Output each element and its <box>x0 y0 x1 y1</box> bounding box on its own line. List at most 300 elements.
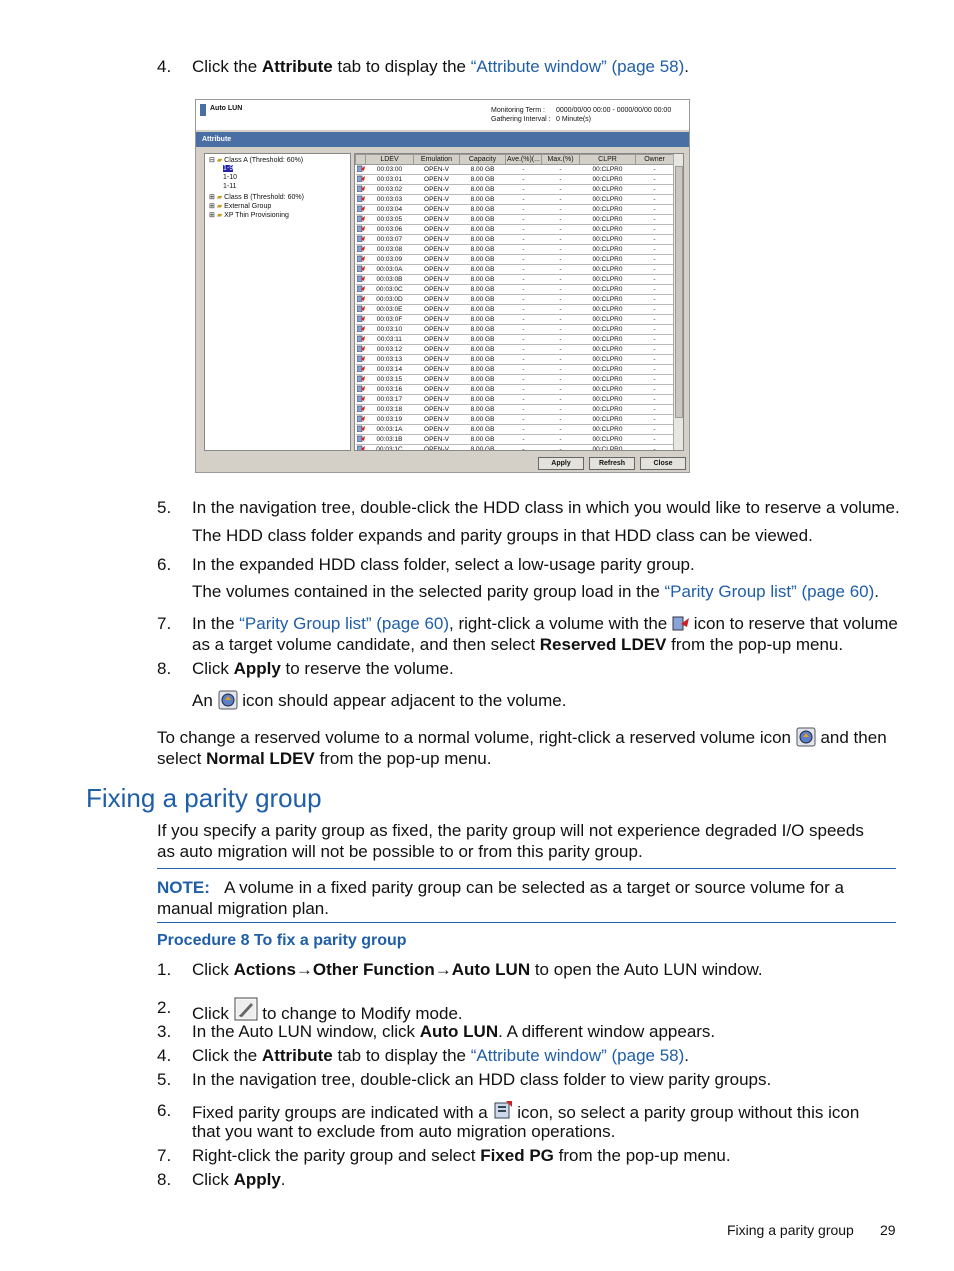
volume-icon <box>356 275 366 285</box>
owner-cell: - <box>636 255 674 265</box>
table-row[interactable] <box>356 175 674 185</box>
refresh-button[interactable]: Refresh <box>589 457 635 470</box>
emulation-cell: OPEN-V <box>414 235 460 245</box>
clpr-cell: 00:CLPR0 <box>580 205 636 215</box>
clpr-cell: 00:CLPR0 <box>580 435 636 445</box>
volume-icon <box>356 285 366 295</box>
gathering-label: Gathering Interval : <box>491 116 551 123</box>
max-cell: - <box>542 335 580 345</box>
note-bottom-rule <box>157 922 896 923</box>
ave-cell: - <box>506 215 542 225</box>
capacity-cell: 8.00 GB <box>460 185 506 195</box>
column-header[interactable]: Emulation <box>414 155 460 165</box>
capacity-cell: 8.00 GB <box>460 305 506 315</box>
clpr-cell: 00:CLPR0 <box>580 175 636 185</box>
clpr-cell: 00:CLPR0 <box>580 265 636 275</box>
max-cell: - <box>542 315 580 325</box>
clpr-cell: 00:CLPR0 <box>580 195 636 205</box>
clpr-cell: 00:CLPR0 <box>580 395 636 405</box>
emulation-cell: OPEN-V <box>414 335 460 345</box>
ave-cell: - <box>506 395 542 405</box>
reserved-volume-icon <box>796 727 816 747</box>
clpr-cell: 00:CLPR0 <box>580 215 636 225</box>
ldev-cell: 00:03:07 <box>366 235 414 245</box>
ldev-cell: 00:03:08 <box>366 245 414 255</box>
ave-cell: - <box>506 325 542 335</box>
monitoring-term-value: 0000/00/00 00:00 - 0000/00/00 00:00 <box>556 107 672 114</box>
emulation-cell: OPEN-V <box>414 425 460 435</box>
max-cell: - <box>542 175 580 185</box>
ldev-cell: 00:03:02 <box>366 185 414 195</box>
table-row[interactable] <box>356 305 674 315</box>
capacity-cell: 8.00 GB <box>460 325 506 335</box>
table-row[interactable] <box>356 445 674 452</box>
clpr-cell: 00:CLPR0 <box>580 305 636 315</box>
table-row[interactable] <box>356 435 674 445</box>
max-cell: - <box>542 265 580 275</box>
volume-icon <box>356 365 366 375</box>
emulation-cell: OPEN-V <box>414 255 460 265</box>
table-row[interactable] <box>356 425 674 435</box>
intro-line1: If you specify a parity group as fixed, the parity group will not experience degraded I/O speeds <box>157 821 864 840</box>
tree-item-external[interactable]: ⊞ ▰ External Group <box>209 203 272 210</box>
column-header[interactable]: Owner <box>636 155 674 165</box>
ldev-cell: 00:03:0E <box>366 305 414 315</box>
owner-cell: - <box>636 365 674 375</box>
clpr-cell: 00:CLPR0 <box>580 285 636 295</box>
table-row[interactable] <box>356 215 674 225</box>
ave-cell: - <box>506 365 542 375</box>
emulation-cell: OPEN-V <box>414 305 460 315</box>
clpr-cell: 00:CLPR0 <box>580 335 636 345</box>
emulation-cell: OPEN-V <box>414 415 460 425</box>
ave-cell: - <box>506 445 542 452</box>
capacity-cell: 8.00 GB <box>460 405 506 415</box>
clpr-cell: 00:CLPR0 <box>580 235 636 245</box>
clpr-cell: 00:CLPR0 <box>580 325 636 335</box>
max-cell: - <box>542 365 580 375</box>
owner-cell: - <box>636 435 674 445</box>
step-number: 5. <box>157 498 172 517</box>
column-header[interactable]: LDEV <box>366 155 414 165</box>
volume-icon <box>356 425 366 435</box>
owner-cell: - <box>636 355 674 365</box>
owner-cell: - <box>636 225 674 235</box>
table-row[interactable] <box>356 255 674 265</box>
tree-item-thin-provisioning[interactable]: ⊞ ▰ XP Thin Provisioning <box>209 212 289 219</box>
column-header[interactable]: CLPR <box>580 155 636 165</box>
ldev-cell: 00:03:0F <box>366 315 414 325</box>
owner-cell: - <box>636 445 674 452</box>
max-cell: - <box>542 245 580 255</box>
capacity-cell: 8.00 GB <box>460 315 506 325</box>
step-subtext: The HDD class folder expands and parity groups in that HDD class can be viewed. <box>192 526 813 545</box>
volume-icon <box>356 235 366 245</box>
table-row[interactable] <box>356 275 674 285</box>
step-number: 8. <box>157 659 172 678</box>
ave-cell: - <box>506 385 542 395</box>
owner-cell: - <box>636 415 674 425</box>
ldev-cell: 00:03:18 <box>366 405 414 415</box>
owner-cell: - <box>636 405 674 415</box>
step-number: 6. <box>157 555 172 574</box>
ldev-cell: 00:03:1A <box>366 425 414 435</box>
scroll-thumb[interactable] <box>675 166 683 418</box>
ldev-cell: 00:03:05 <box>366 215 414 225</box>
volume-icon <box>356 395 366 405</box>
tree-item-class-b[interactable]: ⊞ ▰ Class B (Threshold: 60%) <box>209 194 304 201</box>
capacity-cell: 8.00 GB <box>460 415 506 425</box>
ldev-cell: 00:03:0D <box>366 295 414 305</box>
owner-cell: - <box>636 275 674 285</box>
owner-cell: - <box>636 295 674 305</box>
attribute-window-link[interactable]: “Attribute window” (page 58) <box>470 57 685 76</box>
ave-cell: - <box>506 425 542 435</box>
max-cell: - <box>542 355 580 365</box>
ldev-cell: 00:03:00 <box>366 165 414 175</box>
clpr-cell: 00:CLPR0 <box>580 275 636 285</box>
emulation-cell: OPEN-V <box>414 185 460 195</box>
parity-group-list-link[interactable]: “Parity Group list” (page 60) <box>664 582 875 601</box>
emulation-cell: OPEN-V <box>414 445 460 452</box>
owner-cell: - <box>636 175 674 185</box>
max-cell: - <box>542 215 580 225</box>
close-button[interactable]: Close <box>640 457 686 470</box>
fixed-parity-group-icon <box>493 1100 513 1120</box>
ave-cell: - <box>506 375 542 385</box>
owner-cell: - <box>636 345 674 355</box>
capacity-cell: 8.00 GB <box>460 365 506 375</box>
max-cell: - <box>542 375 580 385</box>
capacity-cell: 8.00 GB <box>460 165 506 175</box>
note-line2: manual migration plan. <box>157 899 329 918</box>
emulation-cell: OPEN-V <box>414 205 460 215</box>
emulation-cell: OPEN-V <box>414 245 460 255</box>
ave-cell: - <box>506 295 542 305</box>
volume-icon <box>356 185 366 195</box>
ldev-cell: 00:03:14 <box>366 365 414 375</box>
clpr-cell: 00:CLPR0 <box>580 415 636 425</box>
volume-icon <box>356 445 366 452</box>
max-cell: - <box>542 295 580 305</box>
capacity-cell: 8.00 GB <box>460 345 506 355</box>
owner-cell: - <box>636 425 674 435</box>
owner-cell: - <box>636 245 674 255</box>
emulation-cell: OPEN-V <box>414 215 460 225</box>
ave-cell: - <box>506 265 542 275</box>
auto-lun-screenshot <box>195 99 690 473</box>
capacity-cell: 8.00 GB <box>460 215 506 225</box>
intro-line2: as auto migration will not be possible to or from this parity group. <box>157 842 643 861</box>
owner-cell: - <box>636 165 674 175</box>
clpr-cell: 00:CLPR0 <box>580 445 636 452</box>
capacity-cell: 8.00 GB <box>460 195 506 205</box>
ldev-cell: 00:03:15 <box>366 375 414 385</box>
volume-icon <box>356 215 366 225</box>
ave-cell: - <box>506 405 542 415</box>
max-cell: - <box>542 445 580 452</box>
header-marker <box>200 104 206 116</box>
volume-icon <box>356 175 366 185</box>
owner-cell: - <box>636 385 674 395</box>
step-number: 2. <box>157 998 172 1017</box>
step-text: Click Apply to reserve the volume. <box>192 659 454 678</box>
footer-label: Fixing a parity group <box>727 1222 854 1238</box>
ldev-cell: 00:03:03 <box>366 195 414 205</box>
max-cell: - <box>542 255 580 265</box>
ldev-cell: 00:03:0A <box>366 265 414 275</box>
note-top-rule <box>157 868 896 869</box>
apply-button[interactable]: Apply <box>538 457 584 470</box>
emulation-cell: OPEN-V <box>414 355 460 365</box>
table-row[interactable] <box>356 195 674 205</box>
max-cell: - <box>542 435 580 445</box>
ave-cell: - <box>506 195 542 205</box>
volume-icon <box>356 195 366 205</box>
step-number: 4. <box>157 1046 172 1065</box>
step-subtext: The volumes contained in the selected parity group load in the “Parity Group list” (page 60). <box>192 582 879 601</box>
tree-item-1-9[interactable]: 1-9 <box>223 165 234 172</box>
step-text: Click the Attribute tab to display the “Attribute window” (page 58). <box>192 1046 690 1065</box>
volume-icon <box>356 355 366 365</box>
owner-cell: - <box>636 185 674 195</box>
ave-cell: - <box>506 185 542 195</box>
owner-cell: - <box>636 395 674 405</box>
clpr-cell: 00:CLPR0 <box>580 405 636 415</box>
volume-icon <box>356 385 366 395</box>
volume-icon <box>356 345 366 355</box>
capacity-cell: 8.00 GB <box>460 225 506 235</box>
step-number: 7. <box>157 1146 172 1165</box>
volume-icon <box>356 435 366 445</box>
volume-icon <box>356 245 366 255</box>
step-text: In the expanded HDD class folder, select a low-usage parity group. <box>192 555 695 574</box>
clpr-cell: 00:CLPR0 <box>580 255 636 265</box>
capacity-cell: 8.00 GB <box>460 275 506 285</box>
emulation-cell: OPEN-V <box>414 315 460 325</box>
volume-icon <box>356 325 366 335</box>
emulation-cell: OPEN-V <box>414 405 460 415</box>
emulation-cell: OPEN-V <box>414 285 460 295</box>
table-row[interactable] <box>356 355 674 365</box>
max-cell: - <box>542 275 580 285</box>
max-cell: - <box>542 205 580 215</box>
ldev-cell: 00:03:11 <box>366 335 414 345</box>
step-text-line2: as a target volume candidate, and then select Reserved LDEV from the pop-up menu. <box>192 635 844 654</box>
clpr-cell: 00:CLPR0 <box>580 225 636 235</box>
monitoring-term-label: Monitoring Term : <box>491 107 545 114</box>
emulation-cell: OPEN-V <box>414 395 460 405</box>
table-row[interactable] <box>356 185 674 195</box>
step-text: Fixed parity groups are indicated with a icon, so select a parity group without this icon <box>192 1100 859 1123</box>
ave-cell: - <box>506 165 542 175</box>
table-row[interactable] <box>356 365 674 375</box>
emulation-cell: OPEN-V <box>414 225 460 235</box>
emulation-cell: OPEN-V <box>414 365 460 375</box>
ave-cell: - <box>506 415 542 425</box>
table-row[interactable] <box>356 375 674 385</box>
max-cell: - <box>542 395 580 405</box>
capacity-cell: 8.00 GB <box>460 385 506 395</box>
clpr-cell: 00:CLPR0 <box>580 345 636 355</box>
column-header[interactable]: Ave.(%)(... <box>507 156 540 163</box>
ldev-cell: 00:03:12 <box>366 345 414 355</box>
emulation-cell: OPEN-V <box>414 385 460 395</box>
capacity-cell: 8.00 GB <box>460 445 506 452</box>
step-text: Click to change to Modify mode. <box>192 997 463 1024</box>
volume-icon <box>356 375 366 385</box>
column-header[interactable]: Max.(%) <box>542 155 580 165</box>
ldev-cell: 00:03:16 <box>366 385 414 395</box>
owner-cell: - <box>636 375 674 385</box>
step-text: Click the Attribute tab to display the “Attribute window” (page 58). <box>192 57 690 76</box>
step-text: In the navigation tree, double-click the HDD class in which you would like to reserve a volume. <box>192 498 900 517</box>
clpr-cell: 00:CLPR0 <box>580 385 636 395</box>
emulation-cell: OPEN-V <box>414 275 460 285</box>
capacity-cell: 8.00 GB <box>460 175 506 185</box>
modify-mode-icon <box>234 997 258 1021</box>
owner-cell: - <box>636 285 674 295</box>
ldev-cell: 00:03:04 <box>366 205 414 215</box>
table-row[interactable] <box>356 315 674 325</box>
parity-group-list-link[interactable]: “Parity Group list” (page 60) <box>239 614 450 633</box>
owner-cell: - <box>636 205 674 215</box>
table-row[interactable] <box>356 225 674 235</box>
table-row[interactable] <box>356 335 674 345</box>
volume-icon <box>356 415 366 425</box>
step-number: 5. <box>157 1070 172 1089</box>
emulation-cell: OPEN-V <box>414 435 460 445</box>
volume-icon <box>356 295 366 305</box>
ldev-cell: 00:03:09 <box>366 255 414 265</box>
step-text: Click Actions→Other Function→Auto LUN to open the Auto LUN window. <box>192 960 763 979</box>
volume-icon <box>356 315 366 325</box>
volume-icon <box>356 165 366 175</box>
ave-cell: - <box>506 435 542 445</box>
ldev-cell: 00:03:19 <box>366 415 414 425</box>
capacity-cell: 8.00 GB <box>460 205 506 215</box>
max-cell: - <box>542 385 580 395</box>
capacity-cell: 8.00 GB <box>460 285 506 295</box>
ave-cell: - <box>506 345 542 355</box>
table-row[interactable] <box>356 415 674 425</box>
owner-cell: - <box>636 305 674 315</box>
ave-cell: - <box>506 305 542 315</box>
table-row[interactable] <box>356 295 674 305</box>
clpr-cell: 00:CLPR0 <box>580 425 636 435</box>
table-row[interactable] <box>356 205 674 215</box>
step-number: 1. <box>157 960 172 979</box>
ave-cell: - <box>506 255 542 265</box>
table-row[interactable] <box>356 345 674 355</box>
capacity-cell: 8.00 GB <box>460 335 506 345</box>
clpr-cell: 00:CLPR0 <box>580 295 636 305</box>
emulation-cell: OPEN-V <box>414 195 460 205</box>
volume-icon <box>356 225 366 235</box>
panel-title: Attribute <box>196 132 689 147</box>
max-cell: - <box>542 345 580 355</box>
owner-cell: - <box>636 325 674 335</box>
step-subtext: An icon should appear adjacent to the volume. <box>192 691 567 710</box>
table-row[interactable] <box>356 265 674 275</box>
ldev-cell: 00:03:01 <box>366 175 414 185</box>
owner-cell: - <box>636 235 674 245</box>
ldev-cell: 00:03:1B <box>366 435 414 445</box>
tree-item-1-10[interactable]: 1-10 <box>223 174 238 181</box>
step-number: 8. <box>157 1170 172 1189</box>
volume-icon <box>356 335 366 345</box>
owner-cell: - <box>636 195 674 205</box>
attribute-window-link[interactable]: “Attribute window” (page 58) <box>470 1046 685 1065</box>
owner-cell: - <box>636 335 674 345</box>
owner-cell: - <box>636 265 674 275</box>
tree-item-class-a[interactable]: ⊟ ▰ Class A (Threshold: 60%) <box>209 157 304 164</box>
max-cell: - <box>542 425 580 435</box>
capacity-cell: 8.00 GB <box>460 245 506 255</box>
screenshot-header <box>196 100 689 130</box>
table-row[interactable] <box>356 405 674 415</box>
ave-cell: - <box>506 225 542 235</box>
max-cell: - <box>542 195 580 205</box>
capacity-cell: 8.00 GB <box>460 295 506 305</box>
max-cell: - <box>542 305 580 315</box>
table-row[interactable] <box>356 395 674 405</box>
procedure-title: Procedure 8 To fix a parity group <box>157 932 407 949</box>
max-cell: - <box>542 405 580 415</box>
capacity-cell: 8.00 GB <box>460 255 506 265</box>
table-row[interactable] <box>356 165 674 175</box>
note-line1: NOTE: A volume in a fixed parity group can be selected as a target or source volume for a <box>157 878 844 897</box>
volume-icon <box>356 255 366 265</box>
volume-icon <box>356 305 366 315</box>
clpr-cell: 00:CLPR0 <box>580 185 636 195</box>
column-header-icon <box>356 155 366 165</box>
clpr-cell: 00:CLPR0 <box>580 355 636 365</box>
ave-cell: - <box>506 285 542 295</box>
table-row[interactable] <box>356 285 674 295</box>
capacity-cell: 8.00 GB <box>460 265 506 275</box>
max-cell: - <box>542 325 580 335</box>
emulation-cell: OPEN-V <box>414 375 460 385</box>
step-text: Right-click the parity group and select Fixed PG from the pop-up menu. <box>192 1146 731 1165</box>
ave-cell: - <box>506 335 542 345</box>
owner-cell: - <box>636 215 674 225</box>
vertical-scrollbar[interactable] <box>673 154 683 450</box>
max-cell: - <box>542 225 580 235</box>
column-header[interactable]: Capacity <box>460 155 506 165</box>
capacity-cell: 8.00 GB <box>460 235 506 245</box>
step-number: 4. <box>157 57 172 76</box>
ldev-table[interactable] <box>354 153 684 451</box>
table-row[interactable] <box>356 385 674 395</box>
max-cell: - <box>542 165 580 175</box>
clpr-cell: 00:CLPR0 <box>580 375 636 385</box>
table-row[interactable] <box>356 325 674 335</box>
navigation-tree[interactable] <box>204 153 351 451</box>
volume-icon <box>356 265 366 275</box>
tree-item-1-11[interactable]: 1-11 <box>223 183 237 190</box>
capacity-cell: 8.00 GB <box>460 375 506 385</box>
page-number: 29 <box>880 1222 896 1238</box>
paragraph-line2: select Normal LDEV from the pop-up menu. <box>157 749 492 768</box>
ldev-cell: 00:03:06 <box>366 225 414 235</box>
emulation-cell: OPEN-V <box>414 265 460 275</box>
table-row[interactable] <box>356 235 674 245</box>
note-label: NOTE: <box>157 878 210 897</box>
clpr-cell: 00:CLPR0 <box>580 165 636 175</box>
step-text-line2: that you want to exclude from auto migration operations. <box>192 1122 616 1141</box>
table-row[interactable] <box>356 245 674 255</box>
